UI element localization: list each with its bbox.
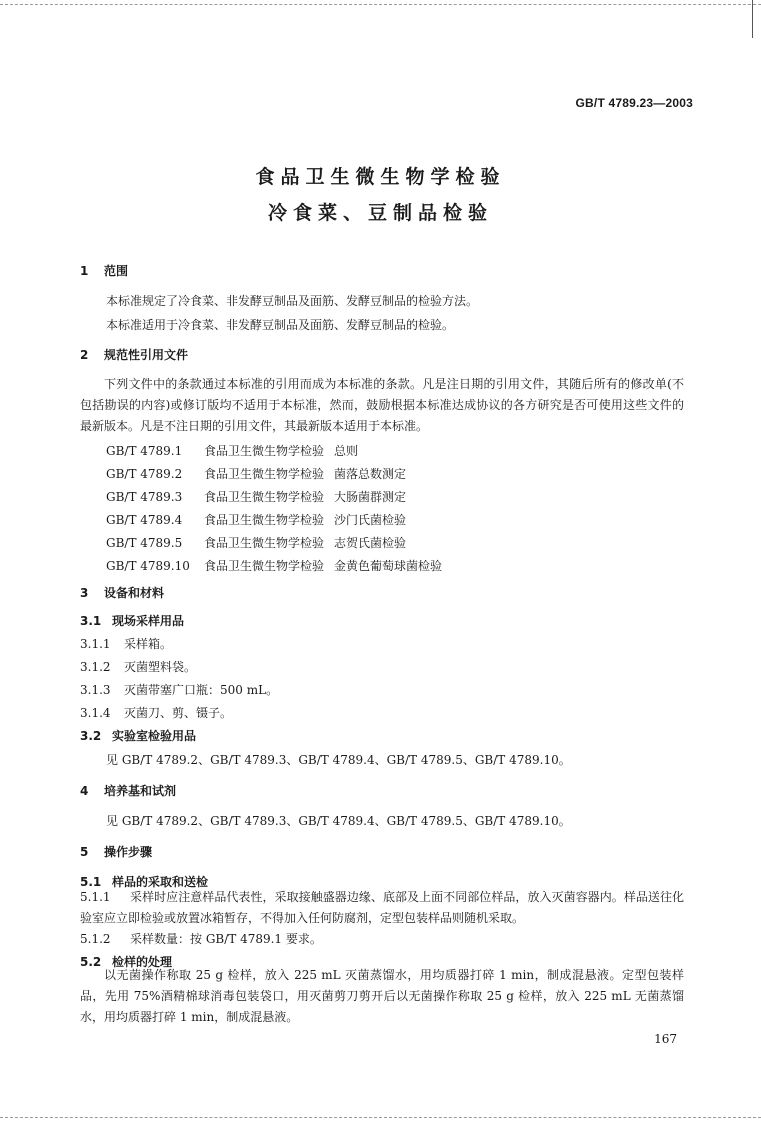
ref-name: 食品卫生微生物学检验 xyxy=(204,467,325,481)
section-number: 4 xyxy=(80,784,89,798)
ref-subtitle: 志贺氏菌检验 xyxy=(334,536,407,550)
subsection-number: 3.2 xyxy=(80,729,102,743)
page-number: 167 xyxy=(654,1032,677,1046)
section-title: 设备和材料 xyxy=(104,586,165,600)
item-text: 灭菌刀、剪、镊子。 xyxy=(124,706,233,720)
subsection-number: 5.1 xyxy=(80,875,102,889)
item-text: 采样时应注意样品代表性，采取接触盛器边缘、底部及上面不同部位样品，放入灭菌容器内。样品送往化验室应立即检验或放置冰箱暂存，不得加入任何防腐剂，定型包装样品则随机采取。 xyxy=(80,890,684,925)
ref-subtitle: 菌落总数测定 xyxy=(334,467,407,481)
title-line-1: 食品卫生微生物学检验 xyxy=(255,166,506,188)
subsection-number: 5.2 xyxy=(80,955,102,969)
ref-code: GB/T 4789.10 xyxy=(106,559,190,573)
section-title: 规范性引用文件 xyxy=(104,348,189,362)
subsection-number: 3.1 xyxy=(80,614,102,628)
ref-code: GB/T 4789.4 xyxy=(106,513,183,527)
section-number: 5 xyxy=(80,845,89,859)
reference-row xyxy=(106,488,406,505)
ref-code: GB/T 4789.3 xyxy=(106,490,183,504)
section-4-text: 见 GB/T 4789.2、GB/T 4789.3、GB/T 4789.4、GB/T 4789.5、GB/T 4789.10。 xyxy=(106,814,571,828)
subsection-3-2-heading xyxy=(80,727,196,744)
item-number: 3.1.2 xyxy=(80,660,111,674)
title-line-2: 冷食菜、豆制品检验 xyxy=(267,202,493,224)
item-3-1-4 xyxy=(80,704,232,721)
ref-name: 食品卫生微生物学检验 xyxy=(204,444,325,458)
ref-name: 食品卫生微生物学检验 xyxy=(204,536,325,550)
ref-code: GB/T 4789.5 xyxy=(106,536,183,550)
section-1-para-2: 本标准适用于冷食菜、非发酵豆制品及面筋、发酵豆制品的检验。 xyxy=(106,318,455,332)
ref-name: 食品卫生微生物学检验 xyxy=(204,559,325,573)
ref-name: 食品卫生微生物学检验 xyxy=(204,513,325,527)
subsection-5-2-text: 以无菌操作称取 25 g 检样，放入 225 mL 灭菌蒸馏水，用均质器打碎 1 min，制成混悬液。定型包装样品，先用 75%酒精棉球消毒包装袋口，用灭菌剪刀剪开后以无菌操作称取 25 g 检样，放入 225 mL 无菌蒸馏水，用均质器打碎 1 min，制成混悬液。 xyxy=(80,968,684,1024)
section-number: 2 xyxy=(80,348,89,362)
ref-subtitle: 大肠菌群测定 xyxy=(334,490,407,504)
reference-row xyxy=(106,465,406,482)
section-title: 操作步骤 xyxy=(104,845,153,859)
ref-name: 食品卫生微生物学检验 xyxy=(204,490,325,504)
standard-number: GB/T 4789.23—2003 xyxy=(575,96,693,110)
subsection-title: 实验室检验用品 xyxy=(112,729,197,743)
item-text: 灭菌带塞广口瓶：500 mL。 xyxy=(124,683,279,697)
item-3-1-1 xyxy=(80,635,172,652)
section-4-heading xyxy=(80,782,176,799)
subsection-3-2-text: 见 GB/T 4789.2、GB/T 4789.3、GB/T 4789.4、GB/T 4789.5、GB/T 4789.10。 xyxy=(106,753,571,767)
reference-row xyxy=(106,534,406,551)
item-5-1-1 xyxy=(80,887,684,929)
ref-subtitle: 沙门氏菌检验 xyxy=(334,513,407,527)
item-number: 3.1.3 xyxy=(80,683,111,697)
ref-code: GB/T 4789.1 xyxy=(106,444,183,458)
bottom-scan-border xyxy=(0,1117,761,1118)
ref-subtitle: 金黄色葡萄球菌检验 xyxy=(334,559,443,573)
section-title: 培养基和试剂 xyxy=(104,784,177,798)
item-text: 采样箱。 xyxy=(124,637,173,651)
reference-row xyxy=(106,442,358,459)
section-number: 3 xyxy=(80,586,89,600)
item-number: 5.1.2 xyxy=(80,932,111,946)
section-1-para-1: 本标准规定了冷食菜、非发酵豆制品及面筋、发酵豆制品的检验方法。 xyxy=(106,294,479,308)
section-2-heading xyxy=(80,346,188,363)
section-title: 范围 xyxy=(104,264,129,278)
section-number: 1 xyxy=(80,264,89,278)
edge-mark xyxy=(752,0,753,38)
section-3-heading xyxy=(80,584,164,601)
reference-row xyxy=(106,557,442,574)
ref-subtitle: 总则 xyxy=(334,444,359,458)
reference-row xyxy=(106,511,406,528)
subsection-title: 现场采样用品 xyxy=(112,614,185,628)
subsection-title: 检样的处理 xyxy=(112,955,173,969)
item-5-1-2 xyxy=(80,930,322,947)
item-text: 灭菌塑料袋。 xyxy=(124,660,197,674)
subsection-3-1-heading xyxy=(80,612,184,629)
item-text: 采样数量：按 GB/T 4789.1 要求。 xyxy=(130,932,322,946)
item-number: 3.1.4 xyxy=(80,706,111,720)
section-5-heading xyxy=(80,843,152,860)
item-number: 3.1.1 xyxy=(80,637,111,651)
item-number: 5.1.1 xyxy=(80,890,111,904)
section-1-heading xyxy=(80,262,128,279)
section-2-intro: 下列文件中的条款通过本标准的引用而成为本标准的条款。凡是注日期的引用文件，其随后所有的修改单(不包括勘误的内容)或修订版均不适用于本标准，然而，鼓励根据本标准达成协议的各方研究是否可使用这些文件的最新版本。凡是不注日期的引用文件，其最新版本适用于本标准。 xyxy=(80,377,684,433)
subsection-title: 样品的采取和送检 xyxy=(112,875,209,889)
item-3-1-3 xyxy=(80,681,278,698)
top-scan-border xyxy=(0,4,761,5)
item-3-1-2 xyxy=(80,658,196,675)
ref-code: GB/T 4789.2 xyxy=(106,467,183,481)
